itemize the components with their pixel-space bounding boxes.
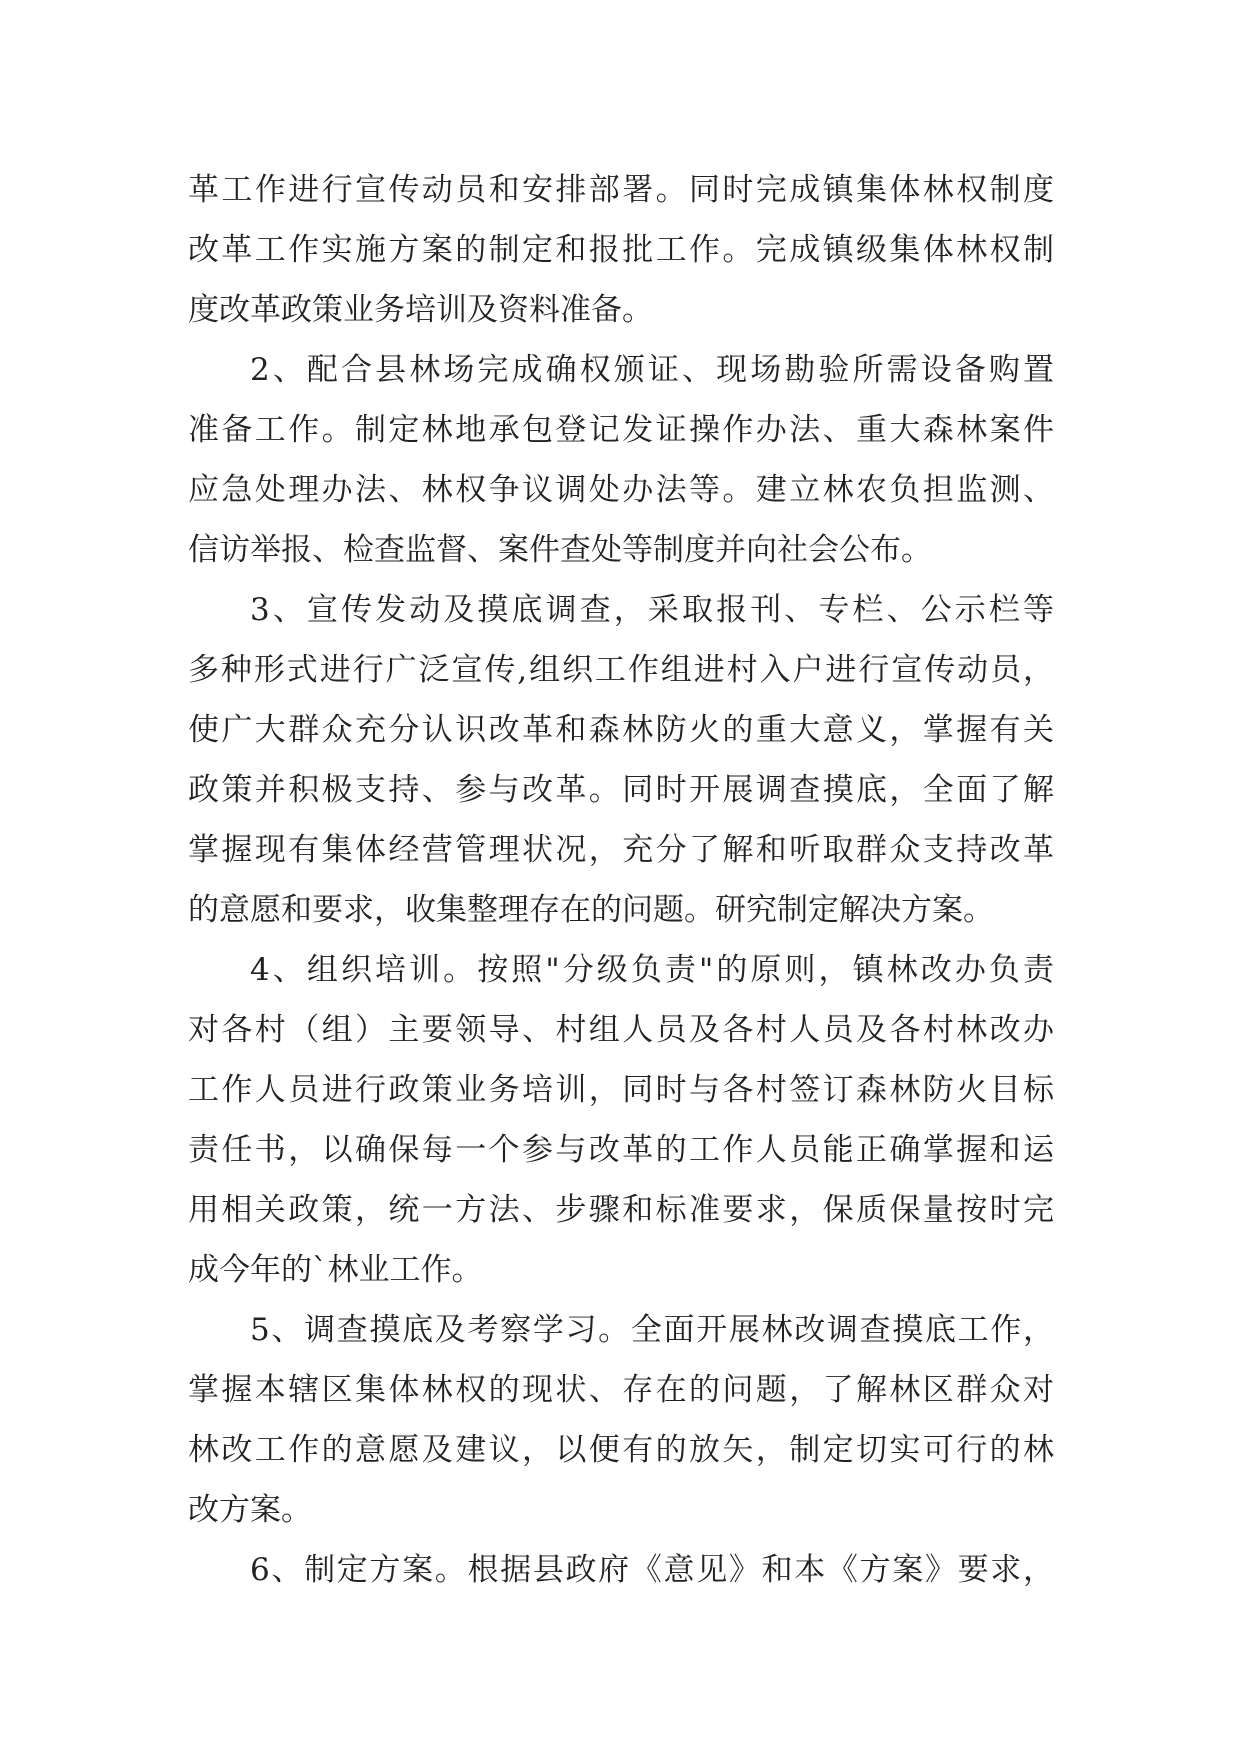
- text-line: 改方案。: [188, 1492, 312, 1528]
- text-line: 信访举报、检查监督、案件查处等制度并向社会公布。: [188, 532, 932, 568]
- text-line: 准备工作。制定林地承包登记发证操作办法、重大森林案件: [188, 412, 1054, 448]
- text-line: 的意愿和要求，收集整理存在的问题。研究制定解决方案。: [188, 892, 994, 928]
- text-line: 使广大群众充分认识改革和森林防火的重大意义，掌握有关: [188, 712, 1054, 748]
- text-line: 林改工作的意愿及建议，以便有的放矢，制定切实可行的林: [188, 1432, 1054, 1468]
- text-line: 掌握本辖区集体林权的现状、存在的问题，了解林区群众对: [188, 1372, 1054, 1408]
- paragraph-3-start: 3、宣传发动及摸底调查，采取报刊、专栏、公示栏等: [250, 592, 1054, 628]
- text-line: 责任书，以确保每一个参与改革的工作人员能正确掌握和运: [188, 1132, 1054, 1168]
- text-line: 用相关政策，统一方法、步骤和标准要求，保质保量按时完: [188, 1192, 1054, 1228]
- text-line: 工作人员进行政策业务培训，同时与各村签订森林防火目标: [188, 1072, 1054, 1108]
- paragraph-4-start: 4、组织培训。按照"分级负责"的原则，镇林改办负责: [250, 952, 1054, 988]
- text-line: 政策并积极支持、参与改革。同时开展调查摸底，全面了解: [188, 772, 1054, 808]
- paragraph-5-start: 5、调查摸底及考察学习。全面开展林改调查摸底工作，: [250, 1312, 1054, 1348]
- text-line: 革工作进行宣传动员和安排部署。同时完成镇集体林权制度: [188, 172, 1054, 208]
- text-line: 多种形式进行广泛宣传,组织工作组进村入户进行宣传动员，: [188, 652, 1054, 688]
- paragraph-6-start: 6、制定方案。根据县政府《意见》和本《方案》要求，: [250, 1552, 1054, 1588]
- text-line: 掌握现有集体经营管理状况，充分了解和听取群众支持改革: [188, 832, 1054, 868]
- text-line: 度改革政策业务培训及资料准备。: [188, 292, 653, 328]
- paragraph-2-start: 2、配合县林场完成确权颁证、现场勘验所需设备购置: [250, 352, 1054, 388]
- text-line: 改革工作实施方案的制定和报批工作。完成镇级集体林权制: [188, 232, 1054, 268]
- document-body: [188, 160, 1054, 1600]
- text-line: 对各村（组）主要领导、村组人员及各村人员及各村林改办: [188, 1012, 1054, 1048]
- text-line: 成今年的`林业工作。: [188, 1252, 483, 1288]
- text-line: 应急处理办法、林权争议调处办法等。建立林农负担监测、: [188, 472, 1054, 508]
